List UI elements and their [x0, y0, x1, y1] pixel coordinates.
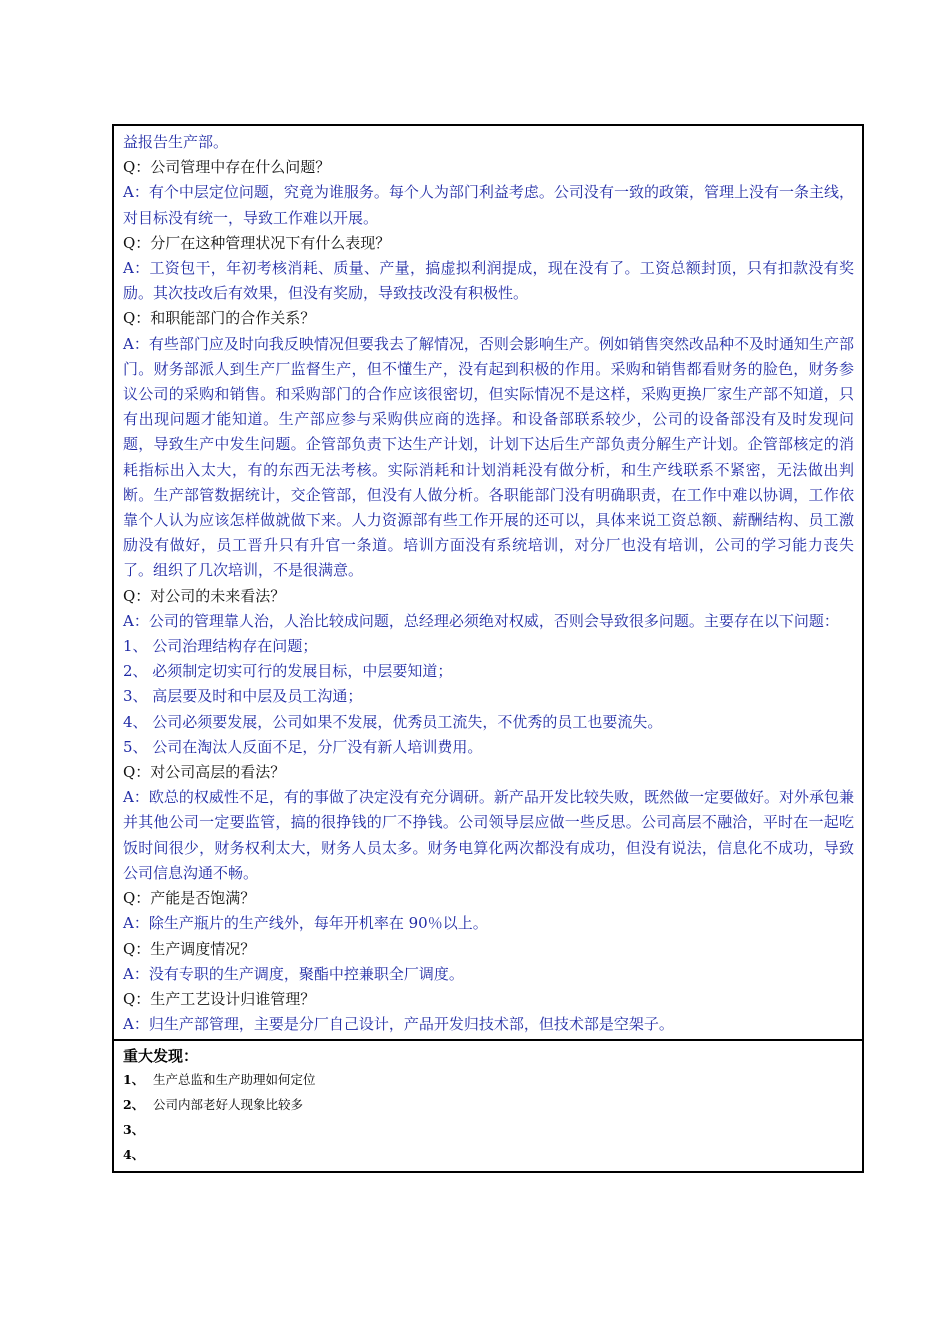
- answer-line: 5、 公司在淘汰人反面不足，分厂没有新人培训费用。: [123, 737, 483, 756]
- finding-text: 生产总监和生产助理如何定位: [153, 1072, 316, 1088]
- question-line: Q：和职能部门的合作关系？: [123, 309, 316, 328]
- question-line: Q：对公司高层的看法？: [123, 763, 286, 782]
- answer-line: A：有个中层定位问题，究竟为谁服务。每个人为部门利益考虑。公司没有一致的政策，管理上没有一条主线，对目标没有统一，导致工作难以开展。: [123, 183, 854, 227]
- findings-cell: [114, 1041, 862, 1171]
- interview-table: [112, 124, 864, 1173]
- finding-number: 2、: [123, 1097, 145, 1113]
- findings-list: [123, 1067, 854, 1167]
- answer-line: 1、 公司治理结构存在问题；: [123, 637, 318, 656]
- answer-line: A：没有专职的生产调度，聚酯中控兼职全厂调度。: [123, 964, 464, 983]
- finding-item: [123, 1067, 854, 1092]
- question-line: Q：公司管理中存在什么问题？: [123, 158, 331, 177]
- question-line: Q：生产工艺设计归谁管理？: [123, 989, 316, 1008]
- answer-line: A：归生产部管理，主要是分厂自己设计，产品开发归技术部，但技术部是空架子。: [123, 1015, 674, 1034]
- finding-item: [123, 1092, 854, 1117]
- finding-item: [123, 1142, 854, 1167]
- findings-title: 重大发现：: [123, 1047, 199, 1066]
- question-line: Q：对公司的未来看法？: [123, 586, 286, 605]
- answer-line: A：除生产瓶片的生产线外，每年开机率在 90％以上。: [123, 914, 488, 933]
- answer-line: 2、 必须制定切实可行的发展目标，中层要知道；: [123, 662, 453, 681]
- answer-line: A：公司的管理靠人治，人治比较成问题，总经理必须绝对权威，否则会导致很多问题。主要存在以下问题：: [123, 611, 839, 630]
- finding-number: 4、: [123, 1147, 145, 1163]
- answer-line: 益报告生产部。: [123, 133, 229, 151]
- question-line: Q：产能是否饱满？: [123, 889, 256, 908]
- finding-number: 3、: [123, 1122, 145, 1138]
- question-line: Q：分厂在这种管理状况下有什么表现？: [123, 233, 391, 252]
- answer-line: A：有些部门应及时向我反映情况但要我去了解情况，否则会影响生产。例如销售突然改品种不及时通知生产部门。财务部派人到生产厂监督生产，但不懂生产，没有起到积极的作用。采购和销售都看财务的脸色，财务参议公司的采购和销售。和采购部门的合作应该很密切，但实际情况不是这样，采购更换厂家生产部不知道，只有出现问题才能知道。生产部应参与采购供应商的选择。和设备部联系较少，公司的设备部没有及时发现问题，导致生产中发生问题。企管部负责下达生产计划，计划下达后生产部负责分解生产计划。企管部核定的消耗指标出入太大，有的东西无法考核。实际消耗和计划消耗没有做分析，和生产线联系不紧密，无法做出判断。生产部管数据统计，交企管部，但没有人做分析。各职能部门没有明确职责，在工作中难以协调，工作依靠个人认为应该怎样做就做下来。人力资源部有些工作开展的还可以，具体来说工资总额、薪酬结构、员工激励没有做好，员工晋升只有升官一条道。培训方面没有系统培训，对分厂也没有培训，公司的学习能力丧失了。组织了几次培训，不是很满意。: [123, 334, 854, 580]
- answer-line: A：欧总的权威性不足，有的事做了决定没有充分调研。新产品开发比较失败，既然做一定要做好。对外承包兼并其他公司一定要监管，搞的很挣钱的厂不挣钱。公司领导层应做一些反思。公司高层不融洽，平时在一起吃饭时间很少，财务权利太大，财务人员太多。财务电算化两次都没有成功，但没有说法，信息化不成功，导致公司信息沟通不畅。: [123, 788, 854, 882]
- qa-cell: [114, 126, 862, 1041]
- question-line: Q：生产调度情况？: [123, 939, 256, 958]
- finding-text: 公司内部老好人现象比较多: [153, 1097, 304, 1113]
- finding-item: [123, 1117, 854, 1142]
- answer-line: A：工资包干，年初考核消耗、质量、产量，搞虚拟利润提成，现在没有了。工资总额封顶，只有扣款没有奖励。其次技改后有效果，但没有奖励，导致技改没有积极性。: [123, 259, 854, 303]
- finding-number: 1、: [123, 1072, 145, 1088]
- answer-line: 4、 公司必须要发展，公司如果不发展，优秀员工流失，不优秀的员工也要流失。: [123, 712, 663, 731]
- answer-line: 3、 高层要及时和中层及员工沟通；: [123, 687, 363, 706]
